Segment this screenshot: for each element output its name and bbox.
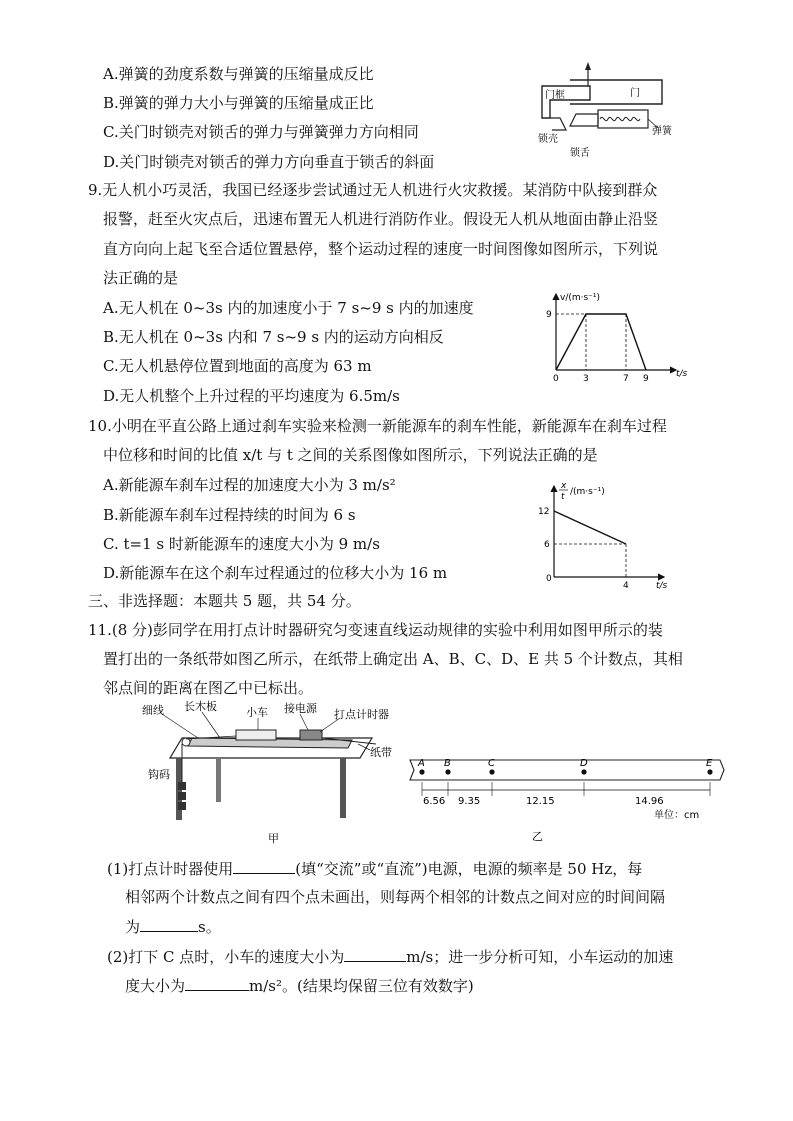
label-tape: 纸带 — [370, 746, 392, 759]
label-timer: 打点计时器 — [334, 708, 389, 721]
apparatus-figure — [140, 700, 396, 850]
q11-part2-b: m/s；进一步分析可知，小车运动的加速 — [406, 948, 674, 966]
q10-option-a: A.新能源车刹车过程的加速度大小为 3 m/s² — [103, 476, 396, 494]
q10-stem-1: 10.小明在平直公路上通过刹车实验来检测一新能源车的刹车性能，新能源车在刹车过程 — [88, 417, 667, 435]
q11-part2-a: (2)打下 C 点时，小车的速度大小为 — [107, 948, 345, 966]
tape-point-c — [489, 769, 494, 774]
q11-stem-2: 置打出的一条纸带如图乙所示，在纸带上确定出 A、B、C、D、E 共 5 个计数点，其相 — [103, 650, 683, 668]
tape-distance-label: 6.56 — [423, 796, 446, 807]
q11-part1-line3 — [125, 916, 221, 937]
tape-distance-label: 12.15 — [526, 796, 555, 807]
label-lock-shell: 锁壳 — [538, 134, 558, 145]
q8-option-c: C.关门时锁壳对锁舌的弹力与弹簧弹力方向相同 — [103, 123, 419, 141]
q9-option-c: C.无人机悬停位置到地面的高度为 63 m — [103, 357, 372, 375]
q11-part1-e: s。 — [198, 918, 221, 936]
label-lock-tongue: 锁舌 — [570, 148, 590, 159]
q10-option-b: B.新能源车刹车过程持续的时间为 6 s — [103, 506, 356, 524]
caption-yi: 乙 — [532, 830, 543, 843]
answer-blank-velocity[interactable] — [344, 946, 406, 962]
caption-jia: 甲 — [268, 832, 279, 845]
xt-xtick: 0 — [546, 574, 552, 584]
vt-xtick: 3 — [583, 374, 589, 384]
q11-part2-line2 — [125, 975, 474, 996]
xt-xlabel: t/s — [656, 581, 668, 590]
tape-point-a — [419, 769, 424, 774]
q9-stem-2: 报警，赶至火灾点后，迅速布置无人机进行消防作业。假设无人机从地面由静止沿竖 — [103, 210, 659, 228]
label-spring: 弹簧 — [652, 126, 672, 137]
section-3-heading: 三、非选择题：本题共 5 题，共 54 分。 — [88, 592, 361, 610]
label-power: 接电源 — [284, 702, 317, 715]
label-board: 长木板 — [184, 700, 217, 713]
q9-option-b: B.无人机在 0~3s 内和 7 s~9 s 内的运动方向相反 — [103, 328, 444, 346]
tape-point-label: B — [444, 758, 451, 769]
arrow-up-icon — [585, 62, 591, 70]
q11-part1-d: 为 — [125, 918, 141, 936]
answer-blank-acceleration[interactable] — [185, 975, 249, 991]
xt-ytick: 6 — [544, 540, 550, 550]
q11-stem-1: 11.(8 分)彭同学在用打点计时器研究匀变速直线运动规律的实验中利用如图甲所示的装 — [88, 621, 663, 639]
xt-chart — [534, 478, 684, 590]
q11-part2-d: m/s²。(结果均保留三位有效数字) — [249, 977, 474, 995]
q11-part2-line1 — [107, 946, 673, 967]
tape-distance-label: 9.35 — [458, 796, 481, 807]
q9-option-d: D.无人机整个上升过程的平均速度为 6.5m/s — [103, 387, 400, 405]
tape-point-b — [445, 769, 450, 774]
vt-ytick: 9 — [546, 310, 552, 320]
xt-series-line — [554, 511, 626, 544]
tape-point-label: C — [488, 758, 495, 769]
q10-stem-2: 中位移和时间的比值 x/t 与 t 之间的关系图像如图所示，下列说法正确的是 — [103, 446, 598, 464]
vt-ylabel: v/(m·s⁻¹) — [560, 293, 601, 303]
q11-part1-b: (填“交流”或“直流”)电源，电源的频率是 50 Hz，每 — [295, 860, 643, 878]
tape-figure — [406, 748, 730, 848]
label-cart: 小车 — [246, 706, 268, 719]
tape-distance-label: 14.96 — [635, 796, 664, 807]
label-door: 门 — [630, 88, 640, 99]
answer-blank-interval[interactable] — [140, 916, 198, 932]
q11-stem-3: 邻点间的距离在图乙中已标出。 — [103, 679, 314, 697]
q8-option-a: A.弹簧的劲度系数与弹簧的压缩量成反比 — [103, 65, 374, 83]
tape-point-label: D — [580, 758, 588, 769]
vt-xtick: 7 — [623, 374, 629, 384]
label-weight: 钩码 — [148, 768, 170, 781]
q9-stem-1: 9.无人机小巧灵活，我国已经逐步尝试通过无人机进行火灾救援。某消防中队接到群众 — [88, 181, 658, 199]
xt-xtick: 4 — [623, 581, 629, 590]
vt-series-line — [556, 314, 646, 370]
vt-xtick: 0 — [553, 374, 559, 384]
q9-stem-3: 直方向向上起飞至合适位置悬停，整个运动过程的速度一时间图像如图所示，下列说 — [103, 240, 659, 258]
door-lock-figure — [530, 58, 680, 166]
xt-ylabel-unit: /(m·s⁻¹) — [570, 487, 605, 497]
q9-stem-4: 法正确的是 — [103, 269, 179, 287]
answer-blank-current-type[interactable] — [233, 858, 295, 874]
tape-unit: 单位：cm — [654, 810, 700, 821]
vt-xlabel: t/s — [676, 369, 688, 379]
xt-ytick: 12 — [538, 507, 550, 517]
tape-point-e — [707, 769, 712, 774]
tape-point-d — [581, 769, 586, 774]
tape-point-label: A — [418, 758, 425, 769]
q9-option-a: A.无人机在 0~3s 内的加速度小于 7 s~9 s 内的加速度 — [103, 299, 474, 317]
vt-chart — [540, 288, 700, 384]
q10-option-c: C. t=1 s 时新能源车的速度大小为 9 m/s — [103, 535, 380, 553]
q8-option-d: D.关门时锁壳对锁舌的弹力方向垂直于锁舌的斜面 — [103, 153, 435, 171]
q11-part1-line1 — [107, 858, 642, 879]
q11-part1-a: (1)打点计时器使用 — [107, 860, 234, 878]
tape-point-label: E — [706, 758, 713, 769]
label-door-frame: 门框 — [545, 90, 565, 101]
xt-ylabel-num: x — [561, 481, 567, 491]
q10-option-d: D.新能源车在这个刹车过程通过的位移大小为 16 m — [103, 564, 448, 582]
vt-xtick: 9 — [643, 374, 649, 384]
xt-ylabel-den: t — [561, 492, 565, 502]
label-thread: 细线 — [142, 704, 164, 717]
q11-part1-line2: 相邻两个计数点之间有四个点未画出，则每两个相邻的计数点之间对应的时间间隔 — [125, 888, 666, 906]
q11-part2-c: 度大小为 — [125, 977, 186, 995]
q8-option-b: B.弹簧的弹力大小与弹簧的压缩量成正比 — [103, 94, 374, 112]
